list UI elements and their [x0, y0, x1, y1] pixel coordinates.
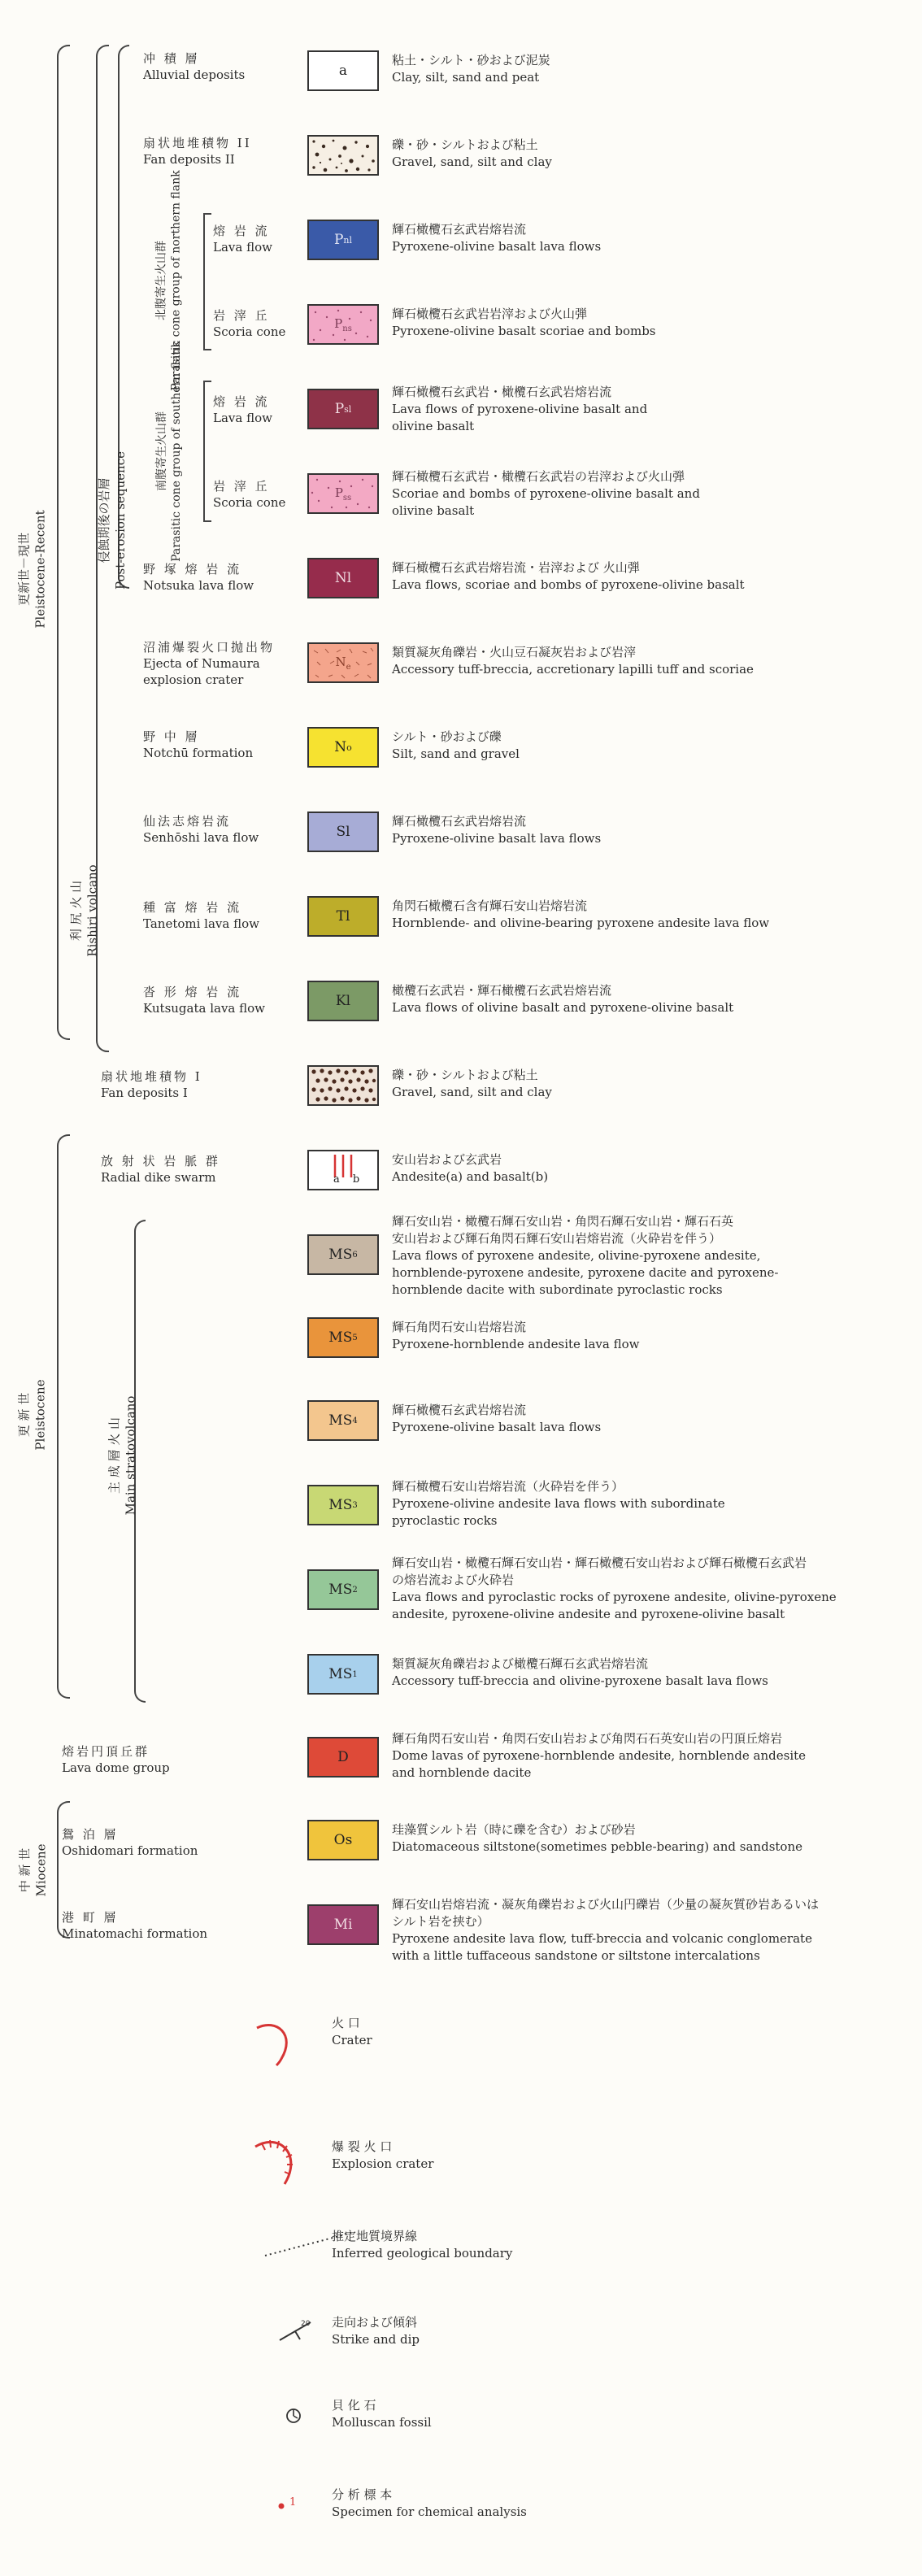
rishiri-label: 利 尻 火 山 Rishiri volcano — [69, 864, 101, 957]
legend-box-ms3: MS 3 — [307, 1485, 379, 1525]
legend-box-kl: Kl — [307, 981, 379, 1021]
desc-fan2: 礫・砂・シルトおよび粘土 Gravel, sand, silt and clay — [392, 137, 552, 169]
desc-ms1: 類質凝灰角礫岩および橄欖石輝石玄武岩熔岩流 Accessory tuff-breccia and olivine-pyroxene basalt lava flows — [392, 1656, 768, 1688]
legend-box-tl: Tl — [307, 896, 379, 937]
unit-label-n-scoria: 岩 滓 丘 Scoria cone — [213, 308, 286, 339]
legend-box-psl: P sl — [307, 389, 379, 429]
desc-nl: 輝石橄欖石玄武岩熔岩流・岩滓および 火山弾 Lava flows, scoriae and bombs of pyroxene-olivine basalt — [392, 560, 745, 592]
legend-box-pns: $P_{ns}$ — [307, 304, 379, 345]
explosion-crater-label: 爆 裂 火 口 Explosion crater — [332, 2139, 434, 2171]
legend-box-pss: $P_{ss}$ — [307, 473, 379, 514]
svg-text:20: 20 — [301, 2320, 311, 2328]
legend-box-ms1: MS 1 — [307, 1654, 379, 1695]
specimen-number: 1 — [289, 2496, 297, 2509]
unit-label-fan2: 扇状地堆積物 II Fan deposits II — [143, 136, 252, 167]
northern-cones-label: 北腹寄生火山群 Parasitic cone group of northern flank — [155, 170, 183, 391]
unit-label-s-lava: 熔 岩 流 Lava flow — [213, 394, 272, 425]
legend-box-dike: a b — [307, 1150, 379, 1190]
legend-box-no: N o — [307, 727, 379, 768]
pleistocene-recent-label: 更新世－現世 Pleistocene-Recent — [17, 510, 48, 629]
strike-dip-label: 走向および傾斜 Strike and dip — [332, 2315, 420, 2347]
southern-cones-bracket — [203, 381, 211, 522]
unit-label-dike: 放 射 状 岩 脈 群 Radial dike swarm — [101, 1154, 220, 1185]
gravel-pattern-dense — [309, 1067, 377, 1104]
desc-d: 輝石角閃石安山岩・角閃石安山岩および角閃石石英安山岩の円頂丘熔岩 Dome lavas of pyroxene-hornblende andesite, hornblende andesite and hornblende dacite — [392, 1731, 807, 1780]
unit-label-minatomachi: 港 町 層 Minatomachi formation — [62, 1910, 208, 1941]
legend-box-fan1 — [307, 1065, 379, 1106]
desc-pss: 輝石橄欖石玄武岩・橄欖石玄武岩の岩滓および火山弾 Scoriae and bombs of pyroxene-olivine basalt and olivine basalt — [392, 469, 700, 518]
unit-label-kutsugata: 沓 形 熔 岩 流 Kutsugata lava flow — [143, 985, 266, 1016]
legend-box-sl: Sl — [307, 812, 379, 852]
desc-tl: 角閃石橄欖石含有輝石安山岩熔岩流 Hornblende- and olivine-bearing pyroxene andesite lava flow — [392, 899, 770, 930]
desc-ms2: 輝石安山岩・橄欖石輝石安山岩・輝石橄欖石安山岩および輝石橄欖石玄武岩 の熔岩流および火砕岩 Lava flows and pyroclastic rocks of pyroxene andesite, olivine-pyroxene andesite, pyroxene-olivine andesite and pyroxene-olivine basalt — [392, 1556, 837, 1621]
southern-cones-label: 南腹寄生火山群 Parasitic cone group of southern flank — [155, 341, 184, 562]
desc-ms4: 輝石橄欖石玄武岩熔岩流 Pyroxene-olivine basalt lava flows — [392, 1403, 602, 1434]
miocene-label: 中 新 世 Miocene — [17, 1843, 49, 1897]
unit-label-tanetomi: 種 富 熔 岩 流 Tanetomi lava flow — [143, 900, 259, 931]
legend-box-ms2: MS 2 — [307, 1569, 379, 1610]
unit-label-dome: 熔岩円頂丘群 Lava dome group — [62, 1744, 170, 1775]
desc-ms3: 輝石橄欖石安山岩熔岩流（火砕岩を伴う） Pyroxene-olivine andesite lava flows with subordinate pyroclastic rocks — [392, 1479, 725, 1528]
desc-os: 珪藻質シルト岩（時に礫を含む）および砂岩 Diatomaceous siltstone(sometimes pebble-bearing) and sandstone — [392, 1822, 802, 1854]
desc-ms6: 輝石安山岩・橄欖石輝石安山岩・角閃石輝石安山岩・輝石石英 安山岩および輝石角閃石輝石安山岩熔岩流（火砕岩を伴う） Lava flows of pyroxene andesite, olivine-pyroxene andesite, hornblende-pyroxene andesite, pyroxene dacite and pyroxene- hornblende dacite with subordinate pyroclastic rocks — [392, 1214, 779, 1297]
legend-box-fan2 — [307, 135, 379, 176]
legend-box-ne: $N_e$ — [307, 642, 379, 683]
legend-box-mi: Mi — [307, 1904, 379, 1945]
strike-dip-icon — [275, 2316, 324, 2348]
desc-pns: 輝石橄欖石玄武岩岩滓および火山弾 Pyroxene-olivine basalt scoriae and bombs — [392, 307, 656, 338]
legend-box-d: D — [307, 1737, 379, 1778]
desc-ne: 類質凝灰角礫岩・火山豆石凝灰岩および岩滓 Accessory tuff-breccia, accretionary lapilli tuff and scoriae — [392, 645, 754, 677]
crater-icon — [244, 2017, 301, 2073]
gravel-pattern — [309, 137, 377, 174]
crater-label: 火 口 Crater — [332, 2016, 372, 2047]
legend-box-nl: Nl — [307, 558, 379, 598]
legend-box-os: Os — [307, 1820, 379, 1860]
desc-mi: 輝石安山岩熔岩流・凝灰角礫岩および火山円礫岩（少量の凝灰質砂岩あるいは シルト岩を挟む） Pyroxene andesite lava flow, tuff-breccia and volcanic conglomerate with a little tuffaceous sandstone or siltstone intercalations — [392, 1897, 820, 1963]
desc-psl: 輝石橄欖石玄武岩・橄欖石玄武岩熔岩流 Lava flows of pyroxene-olivine basalt and olivine basalt — [392, 385, 648, 433]
unit-label-numaura: 沼浦爆裂火口抛出物 Ejecta of Numaura explosion crater — [143, 640, 276, 687]
unit-label-oshidomari: 鴛 泊 層 Oshidomari formation — [62, 1827, 198, 1858]
desc-no: シルト・砂および礫 Silt, sand and gravel — [392, 729, 520, 761]
desc-pnl: 輝石橄欖石玄武岩熔岩流 Pyroxene-olivine basalt lava flows — [392, 222, 602, 254]
unit-label-notsuka: 野 塚 熔 岩 流 Notsuka lava flow — [143, 562, 254, 593]
desc-sl: 輝石橄欖石玄武岩熔岩流 Pyroxene-olivine basalt lava flows — [392, 814, 602, 846]
desc-dike: 安山岩および玄武岩 Andesite(a) and basalt(b) — [392, 1152, 549, 1184]
molluscan-fossil-icon — [281, 2404, 306, 2428]
legend-box-ms4: MS 4 — [307, 1400, 379, 1441]
unit-label-n-lava: 熔 岩 流 Lava flow — [213, 224, 272, 255]
pleistocene-label: 更 新 世 Pleistocene — [17, 1379, 49, 1451]
desc-fan1: 礫・砂・シルトおよび粘土 Gravel, sand, silt and clay — [392, 1068, 552, 1099]
unit-label-s-scoria: 岩 滓 丘 Scoria cone — [213, 479, 286, 510]
desc-alluvial: 粘土・シルト・砂および泥炭 Clay, silt, sand and peat — [392, 53, 550, 85]
explosion-crater-icon — [244, 2132, 309, 2197]
post-erosion-label: 侵蝕期後の岩層 Post-erosion sequence — [97, 451, 128, 590]
pleistocene-bracket — [57, 1134, 70, 1699]
legend-box-pnl: P nl — [307, 220, 379, 260]
unit-label-senhoshi: 仙法志熔岩流 Senhōshi lava flow — [143, 814, 259, 845]
unit-label-fan1: 扇状地堆積物 I Fan deposits I — [101, 1069, 202, 1100]
main-strato-label: 主 成 層 火 山 Main stratovolcano — [107, 1395, 138, 1516]
specimen-label: 分 析 標 本 Specimen for chemical analysis — [332, 2487, 527, 2519]
northern-cones-bracket — [203, 213, 211, 350]
desc-kl: 橄欖石玄武岩・輝石橄欖石玄武岩熔岩流 Lava flows of olivine basalt and pyroxene-olivine basalt — [392, 983, 734, 1015]
legend-box-ms5: MS 5 — [307, 1317, 379, 1358]
legend-box-alluvial: a — [307, 50, 379, 91]
unit-label-notchu: 野 中 層 Notchū formation — [143, 729, 254, 760]
unit-label-alluvial: 冲 積 層 Alluvial deposits — [143, 51, 246, 82]
legend-box-ms6: MS 6 — [307, 1234, 379, 1275]
inferred-boundary-label: 推定地質境界線 Inferred geological boundary — [332, 2229, 513, 2261]
desc-ms5: 輝石角閃石安山岩熔岩流 Pyroxene-hornblende andesite lava flow — [392, 1320, 640, 1351]
molluscan-fossil-label: 貝 化 石 Molluscan fossil — [332, 2398, 432, 2430]
